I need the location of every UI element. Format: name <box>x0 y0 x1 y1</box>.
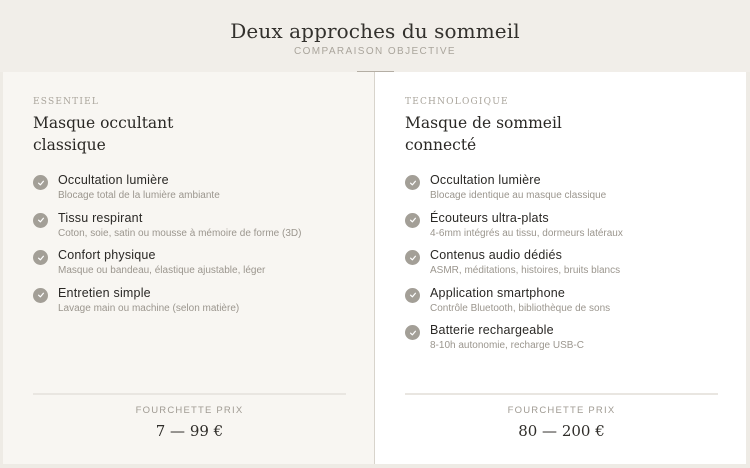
feature-title: Tissu respirant <box>58 210 143 225</box>
price-label: FOURCHETTE PRIX <box>507 405 616 416</box>
feature-item <box>33 210 346 248</box>
page-title: Deux approches du sommeil <box>230 19 520 43</box>
feature-title: Entretien simple <box>58 285 151 300</box>
feature-desc: Lavage main ou machine (selon matière) <box>58 302 240 314</box>
page-subtitle: COMPARAISON OBJECTIVE <box>293 46 456 57</box>
price-value: 80 — 200 € <box>518 422 605 440</box>
feature-item <box>405 285 718 323</box>
card-technologique <box>375 72 746 464</box>
card-title: Masque occultant classique <box>33 114 174 154</box>
card-tag: ESSENTIEL <box>33 97 100 107</box>
feature-title: Occultation lumière <box>430 173 541 187</box>
check-circle-icon <box>405 213 420 228</box>
feature-title: Occultation lumière <box>58 173 169 187</box>
feature-item <box>405 210 718 248</box>
check-circle-icon <box>33 250 48 265</box>
feature-list <box>405 172 718 360</box>
card-title: Masque de sommeil connecté <box>405 114 562 154</box>
price-divider <box>33 393 346 395</box>
price-label: FOURCHETTE PRIX <box>135 405 244 416</box>
check-circle-icon <box>405 250 420 265</box>
feature-title: Confort physique <box>58 248 156 262</box>
check-circle-icon <box>33 213 48 228</box>
price-value: 7 — 99 € <box>155 422 224 440</box>
feature-item <box>33 247 346 285</box>
feature-desc: Contrôle Bluetooth, bibliothèque de sons <box>430 302 611 314</box>
feature-desc: 4-6mm intégrés au tissu, dormeurs latéraux <box>430 227 623 239</box>
feature-title: Contenus audio dédiés <box>430 248 563 262</box>
card-essentiel <box>3 72 374 464</box>
price-divider <box>405 393 718 395</box>
check-circle-icon <box>33 175 48 190</box>
check-circle-icon <box>33 288 48 303</box>
feature-title: Écouteurs ultra-plats <box>430 210 549 225</box>
feature-item <box>405 322 718 360</box>
feature-desc: ASMR, méditations, histoires, bruits blancs <box>430 265 621 276</box>
feature-list <box>33 172 346 322</box>
check-circle-icon <box>405 288 420 303</box>
card-tag: TECHNOLOGIQUE <box>405 97 509 107</box>
feature-item <box>33 172 346 210</box>
feature-desc: Blocage total de la lumière ambiante <box>58 190 220 201</box>
page-header <box>0 0 750 72</box>
feature-item <box>405 247 718 285</box>
feature-title: Batterie rechargeable <box>430 323 554 337</box>
feature-desc: 8-10h autonomie, recharge USB-C <box>430 340 584 351</box>
feature-desc: Coton, soie, satin ou mousse à mémoire de forme (3D) <box>58 227 302 239</box>
feature-item <box>405 172 718 210</box>
check-circle-icon <box>405 175 420 190</box>
check-circle-icon <box>405 325 420 340</box>
feature-desc: Masque ou bandeau, élastique ajustable, léger <box>58 265 266 276</box>
feature-item <box>33 285 346 323</box>
feature-title: Application smartphone <box>430 285 566 300</box>
feature-desc: Blocage identique au masque classique <box>430 190 607 201</box>
